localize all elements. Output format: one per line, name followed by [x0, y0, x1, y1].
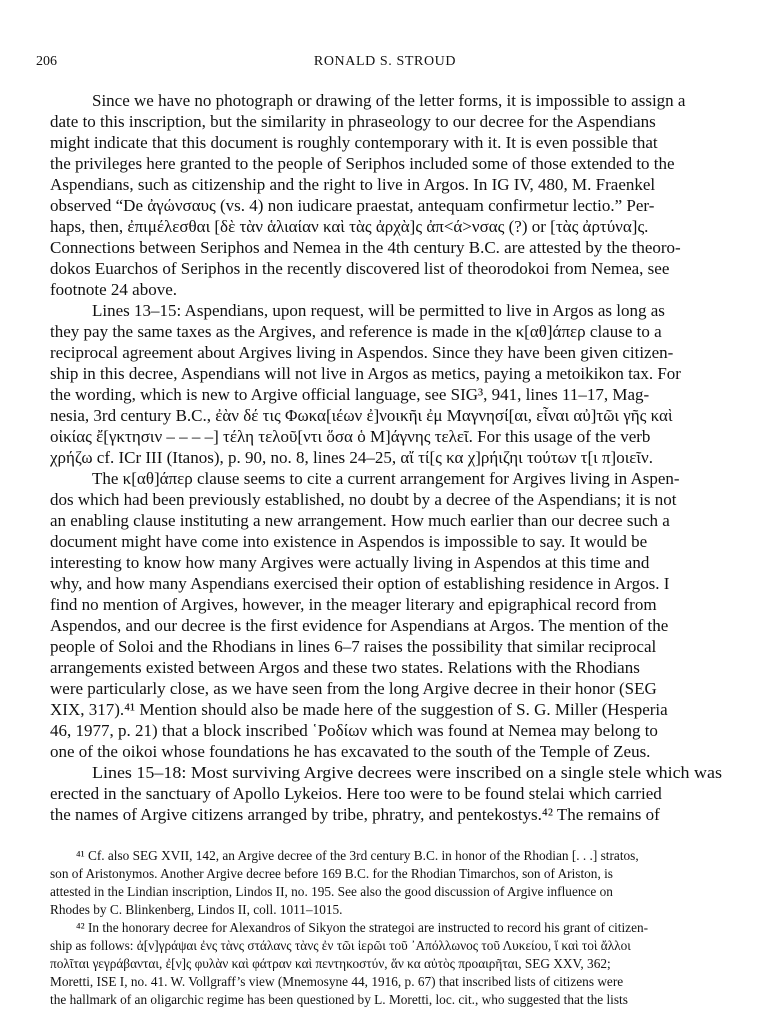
- text-line: χρήζω cf. ICr III (Itanos), p. 90, no. 8, lines 24–25, αἴ τί[ς κα χ]ρήιζηι τούτων τ[ι π]οιεῖν.: [50, 448, 653, 467]
- footnote-line: ⁴¹ Cf. also SEG XVII, 142, an Argive decree of the 3rd century B.C. in honor of the Rhodian [. . .] stratos,: [76, 848, 639, 863]
- text-line: Since we have no photograph or drawing of the letter forms, it is impossible to assign a: [92, 91, 686, 110]
- footnote-line: son of Aristonymos. Another Argive decree before 169 B.C. for the Rhodian Timarchos, son of Ariston, is: [50, 866, 613, 881]
- text-line: interesting to know how many Argives were actually living in Aspendos at this time and: [50, 553, 650, 572]
- text-line: were particularly close, as we have seen from the long Argive decree in their honor (SEG: [50, 679, 657, 698]
- footnote-line: ⁴² In the honorary decree for Alexandros of Sikyon the strategoi are instructed to record his grant of citizen-: [76, 920, 649, 935]
- text-line: 46, 1977, p. 21) that a block inscribed ῾Ροδίων which was found at Nemea may belong to: [50, 721, 658, 740]
- footnote-line: Rhodes by C. Blinkenberg, Lindos II, coll. 1011–1015.: [50, 902, 343, 917]
- text-line: οἰκίας ἔ[γκτησιν – – – –] τέλη τελοῦ[ντι ὅσα ὁ Μ]άγνης τελεῖ. For this usage of the verb: [50, 427, 651, 446]
- text-line: Aspendians, such as citizenship and the right to live in Argos. In IG IV, 480, M. Fraenkel: [50, 175, 656, 194]
- text-line: XIX, 317).⁴¹ Mention should also be made here of the suggestion of S. G. Miller (Hesperia: [50, 700, 668, 719]
- text-line: might indicate that this document is roughly contemporary with it. It is even possible that: [50, 133, 658, 152]
- footnote-line: πολῖται γεγράβανται, ἐ[ν]ς φυλὰν καὶ φάτραν καὶ πεντηκοστύν, ἅν κα αὐτὸς προαιρῆται, SEG XXV, 362;: [50, 956, 611, 971]
- running-head: RONALD S. STROUD: [313, 54, 457, 69]
- text-line: an enabling clause instituting a new arrangement. How much earlier than our decree such a: [50, 511, 670, 530]
- footnote-line: attested in the Lindian inscription, Lindos II, no. 195. See also the good discussion of Argive influence on: [50, 884, 613, 899]
- page-number: 206: [36, 54, 57, 69]
- text-line: footnote 24 above.: [50, 280, 177, 299]
- text-line: dos which had been previously established, no doubt by a decree of the Aspendians; it is not: [50, 490, 677, 509]
- text-line: they pay the same taxes as the Argives, and reference is made in the κ[αθ]άπερ clause to a: [50, 322, 662, 341]
- text-line: dokos Euarchos of Seriphos in the recently discovered list of theorodokoi from Nemea, see: [50, 259, 670, 278]
- text-line: find no mention of Argives, however, in the meager literary and epigraphical record from: [50, 595, 657, 614]
- text-line: the wording, which is new to Argive official language, see SIG³, 941, lines 11–17, Mag-: [50, 385, 650, 404]
- text-line: the names of Argive citizens arranged by tribe, phratry, and pentekostys.⁴² The remains of: [50, 805, 660, 824]
- footnote-line: the hallmark of an oligarchic regime has been questioned by L. Moretti, loc. cit., who suggested that the lists: [50, 992, 628, 1007]
- text-line: Aspendos, and our decree is the first evidence for Aspendians at Argos. The mention of the: [50, 616, 669, 635]
- text-line: ship in this decree, Aspendians will not live in Argos as metics, paying a metoikikon tax. For: [50, 364, 681, 383]
- text-line: erected in the sanctuary of Apollo Lykeios. Here too were to be found stelai which carried: [50, 784, 662, 803]
- text-line: why, and how many Aspendians exercised their option of establishing residence in Argos. I: [50, 574, 670, 593]
- text-line: the privileges here granted to the people of Seriphos included some of those extended to the: [50, 154, 675, 173]
- text-line: document might have come into existence in Aspendos is impossible to say. It would be: [50, 532, 648, 551]
- text-line: reciprocal agreement about Argives living in Aspendos. Since they have been given citizen-: [50, 343, 674, 362]
- text-line: one of the oikoi whose foundations he has excavated to the south of the Temple of Zeus.: [50, 742, 651, 761]
- footnote-line: Moretti, ISE I, no. 41. W. Vollgraff’s view (Mnemosyne 44, 1916, p. 67) that inscribed lists of citizens were: [50, 974, 624, 989]
- text-line: people of Soloi and the Rhodians in lines 6–7 raises the possibility that similar reciprocal: [50, 637, 657, 656]
- text-line: Lines 13–15: Aspendians, upon request, will be permitted to live in Argos as long as: [92, 301, 665, 320]
- text-line: arrangements existed between Argos and these two states. Relations with the Rhodians: [50, 658, 640, 677]
- text-line: haps, then, ἐπιμέλεσθαι [δὲ τὰν ἁλιαίαν καὶ τὰς ἀρχὰ]ς ἀπ<ά>νσας (?) or [τὰς ἀρτύνα]ς.: [50, 217, 649, 236]
- text-line: The κ[αθ]άπερ clause seems to cite a current arrangement for Argives living in Aspen-: [92, 469, 680, 488]
- text-line: date to this inscription, but the similarity in phraseology to our decree for the Aspendians: [50, 112, 656, 131]
- text-line: observed “De ἀγώνσαυς (vs. 4) non iudicare praestat, antequam confirmetur lectio.” Per-: [50, 196, 655, 215]
- text-line: Connections between Seriphos and Nemea in the 4th century B.C. are attested by the theoro-: [50, 238, 681, 257]
- page-header: [0, 0, 770, 90]
- text-line: nesia, 3rd century B.C., ἐὰν δέ τις Φωκα[ιέων ἐ]νοικῆι ἐμ Μαγνησί[αι, εἶναι αὐ]τῶι γῆς καὶ: [50, 406, 673, 425]
- footnote-line: ship as follows: ἀ[ν]γράψαι ἐνς τὰνς στάλανς τὰνς ἐν τῶι ἱερῶι τοῦ ᾿Απόλλωνος τοῦ Λυκείου, ἵ καὶ τοὶ ἄλλοι: [50, 938, 631, 953]
- text-line: Lines 15–18: Most surviving Argive decrees were inscribed on a single stele which was: [92, 763, 722, 782]
